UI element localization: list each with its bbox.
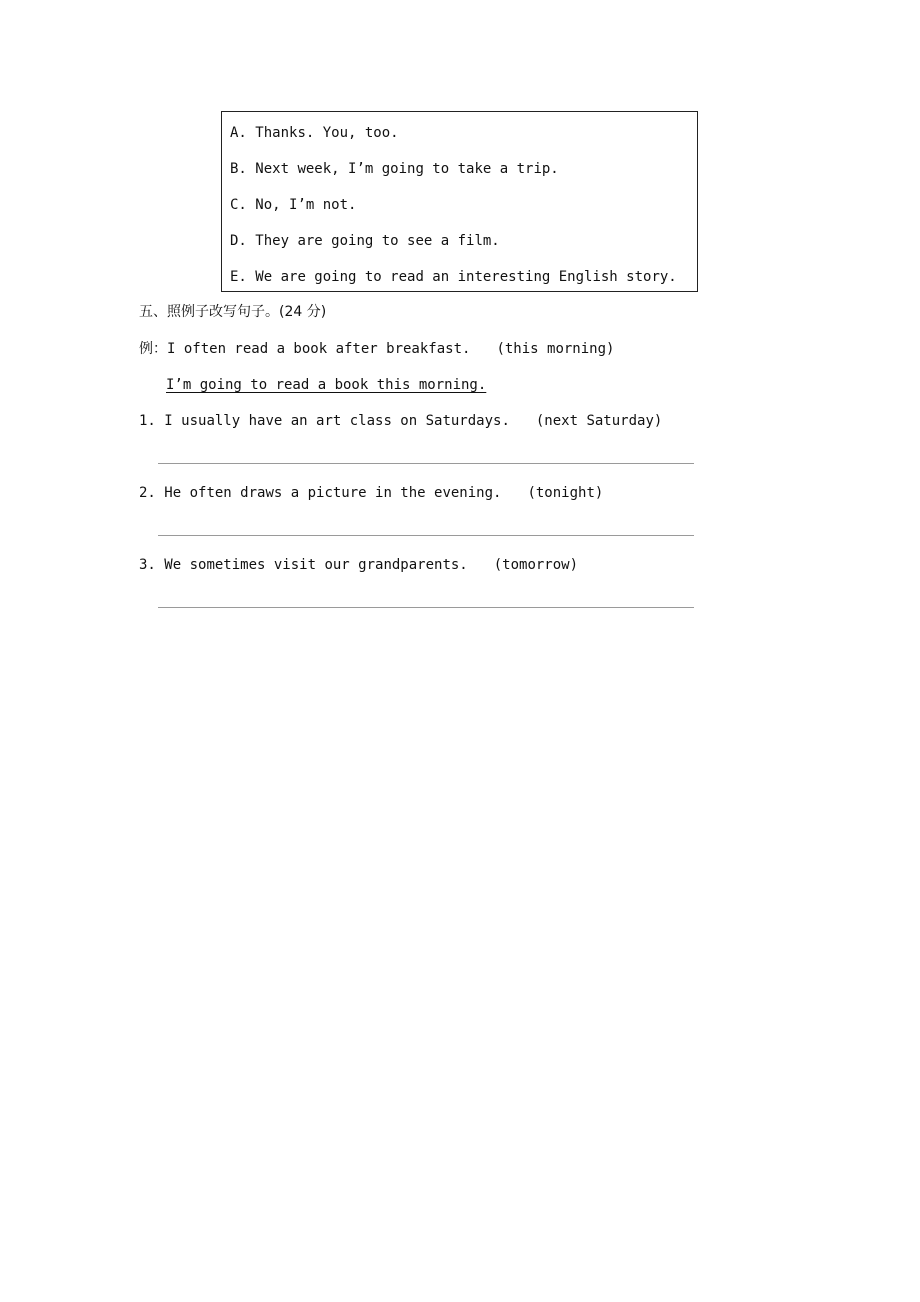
- question-number: 1.: [139, 413, 156, 429]
- example-answer: I’m going to read a book this morning.: [166, 377, 487, 393]
- question-number: 2.: [139, 485, 156, 501]
- question-3: [139, 556, 578, 574]
- option-letter: C.: [230, 197, 247, 213]
- section-title: 五、照例子改写句子。(24 分): [139, 304, 327, 320]
- option-b: [230, 160, 559, 178]
- question-sentence: He often draws a picture in the evening.: [164, 485, 502, 501]
- answer-line-1[interactable]: [158, 463, 694, 464]
- example-sentence: I often read a book after breakfast.: [167, 341, 471, 357]
- option-e: [230, 268, 677, 286]
- question-hint: (tonight): [527, 485, 604, 501]
- question-hint: (next Saturday): [535, 413, 663, 429]
- question-sentence: We sometimes visit our grandparents.: [164, 557, 468, 573]
- option-letter: E.: [230, 269, 247, 285]
- example-label: 例：: [139, 341, 167, 357]
- option-c: [230, 196, 356, 214]
- example-hint: (this morning): [496, 341, 615, 357]
- option-letter: A.: [230, 125, 247, 141]
- question-hint: (tomorrow): [493, 557, 579, 573]
- option-text: No, I’m not.: [255, 197, 357, 213]
- option-letter: B.: [230, 161, 247, 177]
- option-text: They are going to see a film.: [255, 233, 500, 249]
- example-line: [139, 340, 614, 358]
- question-number: 3.: [139, 557, 156, 573]
- answer-line-2[interactable]: [158, 535, 694, 536]
- option-text: Next week, I’m going to take a trip.: [255, 161, 559, 177]
- answer-line-3[interactable]: [158, 607, 694, 608]
- option-text: Thanks. You, too.: [255, 125, 399, 141]
- option-letter: D.: [230, 233, 247, 249]
- option-a: [230, 124, 399, 142]
- question-2: [139, 484, 603, 502]
- option-d: [230, 232, 500, 250]
- question-sentence: I usually have an art class on Saturdays.: [164, 413, 510, 429]
- question-1: [139, 412, 662, 430]
- option-text: We are going to read an interesting English story.: [255, 269, 677, 285]
- answer-options-box: [221, 111, 698, 292]
